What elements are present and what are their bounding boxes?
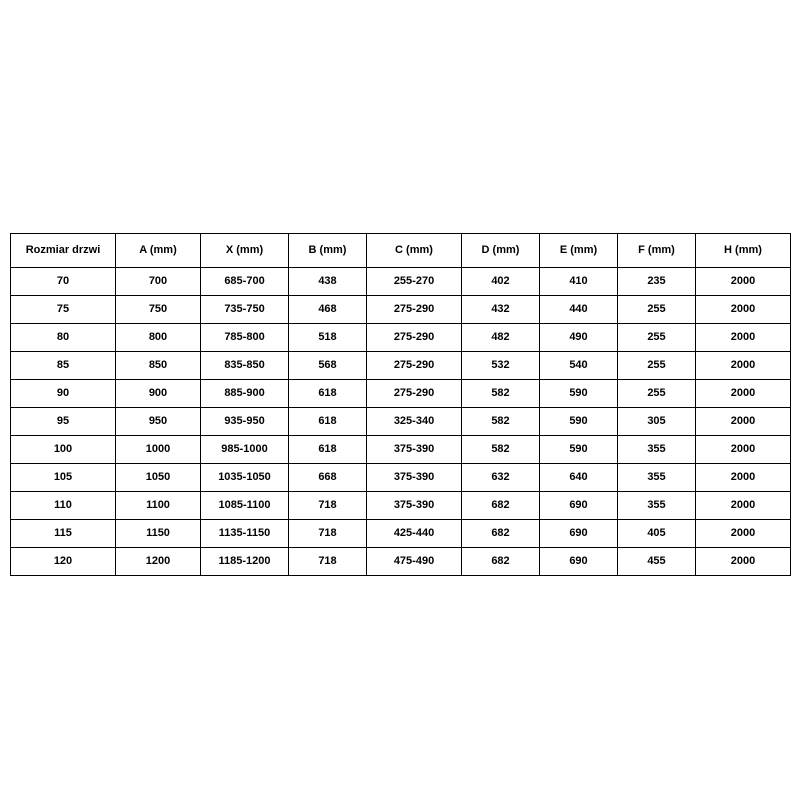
table-cell: 355 [618, 464, 696, 492]
table-cell: 785-800 [201, 324, 289, 352]
table-cell: 120 [11, 548, 116, 576]
column-header-x: X (mm) [201, 234, 289, 268]
table-cell: 718 [289, 492, 367, 520]
table-cell: 425-440 [367, 520, 462, 548]
table-cell: 618 [289, 436, 367, 464]
table-cell: 685-700 [201, 268, 289, 296]
table-cell: 468 [289, 296, 367, 324]
table-row [11, 380, 791, 408]
table-cell: 1200 [116, 548, 201, 576]
table-cell: 718 [289, 548, 367, 576]
column-header-c: C (mm) [367, 234, 462, 268]
table-cell: 275-290 [367, 352, 462, 380]
table-cell: 85 [11, 352, 116, 380]
table-cell: 2000 [696, 408, 791, 436]
table-cell: 255 [618, 352, 696, 380]
column-header-b: B (mm) [289, 234, 367, 268]
table-cell: 590 [540, 408, 618, 436]
table-cell: 115 [11, 520, 116, 548]
table-cell: 590 [540, 436, 618, 464]
column-header-f: F (mm) [618, 234, 696, 268]
table-cell: 582 [462, 436, 540, 464]
table-cell: 2000 [696, 296, 791, 324]
table-cell: 582 [462, 380, 540, 408]
table-cell: 75 [11, 296, 116, 324]
table-cell: 375-390 [367, 492, 462, 520]
table-cell: 718 [289, 520, 367, 548]
column-header-e: E (mm) [540, 234, 618, 268]
table-cell: 95 [11, 408, 116, 436]
table-cell: 70 [11, 268, 116, 296]
table-cell: 410 [540, 268, 618, 296]
table-row [11, 324, 791, 352]
table-row [11, 408, 791, 436]
table-cell: 690 [540, 548, 618, 576]
table-cell: 440 [540, 296, 618, 324]
table-cell: 668 [289, 464, 367, 492]
table-cell: 90 [11, 380, 116, 408]
table-cell: 105 [11, 464, 116, 492]
table-cell: 275-290 [367, 324, 462, 352]
table-cell: 1100 [116, 492, 201, 520]
table-cell: 690 [540, 492, 618, 520]
table-cell: 475-490 [367, 548, 462, 576]
table-header-row [11, 234, 791, 268]
table-cell: 540 [540, 352, 618, 380]
table-row [11, 268, 791, 296]
table-cell: 518 [289, 324, 367, 352]
table-cell: 402 [462, 268, 540, 296]
table-cell: 700 [116, 268, 201, 296]
table-cell: 2000 [696, 324, 791, 352]
table-cell: 2000 [696, 492, 791, 520]
table-cell: 255 [618, 324, 696, 352]
table-cell: 482 [462, 324, 540, 352]
table-row [11, 492, 791, 520]
table-cell: 682 [462, 520, 540, 548]
table-cell: 325-340 [367, 408, 462, 436]
table-cell: 375-390 [367, 464, 462, 492]
table-row [11, 548, 791, 576]
table-cell: 835-850 [201, 352, 289, 380]
table-cell: 590 [540, 380, 618, 408]
table-row [11, 520, 791, 548]
table-cell: 750 [116, 296, 201, 324]
table-cell: 275-290 [367, 296, 462, 324]
table-cell: 950 [116, 408, 201, 436]
table-cell: 682 [462, 492, 540, 520]
table-cell: 432 [462, 296, 540, 324]
table-cell: 2000 [696, 268, 791, 296]
table-cell: 1050 [116, 464, 201, 492]
table-cell: 985-1000 [201, 436, 289, 464]
table-cell: 100 [11, 436, 116, 464]
column-header-rozmiar-drzwi: Rozmiar drzwi [11, 234, 116, 268]
table-cell: 800 [116, 324, 201, 352]
table-cell: 618 [289, 408, 367, 436]
table-cell: 935-950 [201, 408, 289, 436]
table-row [11, 296, 791, 324]
table-cell: 618 [289, 380, 367, 408]
table-cell: 1035-1050 [201, 464, 289, 492]
column-header-a: A (mm) [116, 234, 201, 268]
table-cell: 438 [289, 268, 367, 296]
column-header-d: D (mm) [462, 234, 540, 268]
table-cell: 885-900 [201, 380, 289, 408]
table-cell: 682 [462, 548, 540, 576]
table-cell: 850 [116, 352, 201, 380]
table-cell: 1185-1200 [201, 548, 289, 576]
table-cell: 735-750 [201, 296, 289, 324]
table-row [11, 464, 791, 492]
table-cell: 690 [540, 520, 618, 548]
table-cell: 2000 [696, 352, 791, 380]
table-cell: 275-290 [367, 380, 462, 408]
table-cell: 1135-1150 [201, 520, 289, 548]
table-row [11, 352, 791, 380]
table-cell: 110 [11, 492, 116, 520]
table-cell: 405 [618, 520, 696, 548]
table-cell: 305 [618, 408, 696, 436]
table-cell: 900 [116, 380, 201, 408]
table-cell: 568 [289, 352, 367, 380]
table-cell: 375-390 [367, 436, 462, 464]
door-size-table [10, 233, 791, 576]
table-cell: 1000 [116, 436, 201, 464]
table-cell: 80 [11, 324, 116, 352]
table-cell: 355 [618, 492, 696, 520]
table-cell: 455 [618, 548, 696, 576]
table-cell: 490 [540, 324, 618, 352]
table-cell: 355 [618, 436, 696, 464]
table-cell: 255 [618, 380, 696, 408]
table-row [11, 436, 791, 464]
table-cell: 255-270 [367, 268, 462, 296]
table-cell: 582 [462, 408, 540, 436]
table-cell: 640 [540, 464, 618, 492]
column-header-h: H (mm) [696, 234, 791, 268]
table-cell: 235 [618, 268, 696, 296]
size-table-container [10, 233, 790, 576]
table-cell: 1150 [116, 520, 201, 548]
table-cell: 632 [462, 464, 540, 492]
table-cell: 2000 [696, 548, 791, 576]
table-cell: 532 [462, 352, 540, 380]
table-cell: 1085-1100 [201, 492, 289, 520]
table-cell: 2000 [696, 436, 791, 464]
table-cell: 2000 [696, 380, 791, 408]
table-cell: 2000 [696, 464, 791, 492]
table-cell: 2000 [696, 520, 791, 548]
table-cell: 255 [618, 296, 696, 324]
